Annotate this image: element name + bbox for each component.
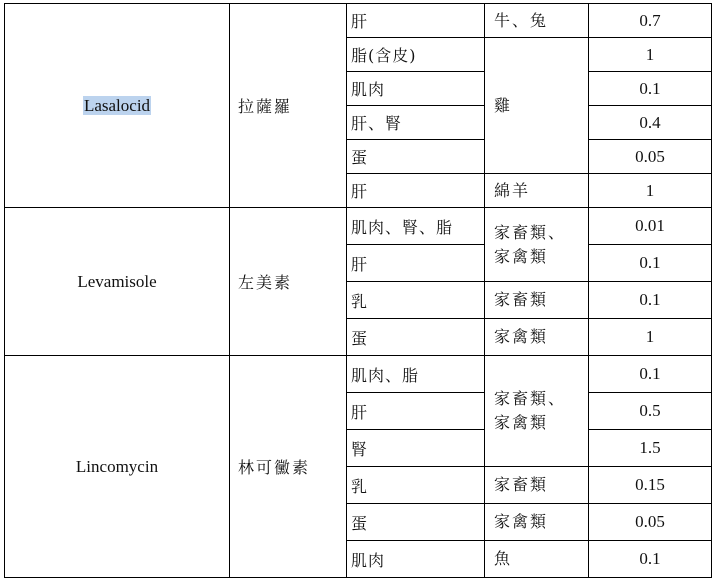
species-line: 家畜類、 (494, 222, 567, 242)
tissue-cell: 肌肉、脂 (347, 356, 485, 393)
mrl-cell: 0.7 (589, 4, 712, 38)
tissue-cell: 肝 (347, 393, 485, 430)
species-cell: 家畜類 (485, 467, 589, 504)
mrl-cell: 0.15 (589, 467, 712, 504)
species-cell: 家畜類 (485, 282, 589, 319)
species-cell: 魚 (485, 541, 589, 578)
drug-name-en: Lincomycin (5, 356, 230, 578)
highlighted-text: Lasalocid (83, 95, 151, 115)
species-line: 家畜類、 (494, 389, 567, 408)
table-row (5, 208, 712, 245)
mrl-cell: 0.4 (589, 106, 712, 140)
tissue-cell: 肝 (347, 245, 485, 282)
mrl-cell: 0.1 (589, 282, 712, 319)
drug-name-zh: 林可黴素 (230, 356, 347, 578)
species-cell: 家禽類 (485, 504, 589, 541)
mrl-cell: 0.5 (589, 393, 712, 430)
tissue-cell: 脂(含皮) (347, 38, 485, 72)
mrl-cell: 0.1 (589, 356, 712, 393)
tissue-cell: 蛋 (347, 140, 485, 174)
drug-name-zh: 拉薩羅 (230, 4, 347, 208)
tissue-cell: 蛋 (347, 504, 485, 541)
mrl-cell: 1 (589, 174, 712, 208)
mrl-cell: 1.5 (589, 430, 712, 467)
drug-name-en: Levamisole (5, 208, 230, 356)
species-cell (485, 208, 589, 282)
drug-name-en (5, 4, 230, 208)
mrl-cell: 0.05 (589, 140, 712, 174)
mrl-cell: 1 (589, 38, 712, 72)
residue-limit-table (4, 3, 712, 578)
tissue-cell: 肝 (347, 4, 485, 38)
tissue-cell: 肝、腎 (347, 106, 485, 140)
tissue-cell: 乳 (347, 282, 485, 319)
species-line: 家禽類 (494, 246, 549, 266)
species-cell: 雞 (485, 38, 589, 174)
table-row (5, 356, 712, 393)
mrl-cell: 0.01 (589, 208, 712, 245)
drug-name-zh: 左美素 (230, 208, 347, 356)
species-cell: 牛、兔 (485, 4, 589, 38)
species-line: 家禽類 (494, 413, 549, 432)
mrl-cell: 1 (589, 319, 712, 356)
tissue-cell: 肌肉、腎、脂 (347, 208, 485, 245)
tissue-cell: 肌肉 (347, 541, 485, 578)
species-cell: 綿羊 (485, 174, 589, 208)
mrl-cell: 0.1 (589, 541, 712, 578)
species-cell (485, 356, 589, 467)
tissue-cell: 肌肉 (347, 72, 485, 106)
tissue-cell: 乳 (347, 467, 485, 504)
table-row (5, 4, 712, 38)
tissue-cell: 腎 (347, 430, 485, 467)
mrl-cell: 0.1 (589, 72, 712, 106)
tissue-cell: 蛋 (347, 319, 485, 356)
mrl-cell: 0.05 (589, 504, 712, 541)
tissue-cell: 肝 (347, 174, 485, 208)
mrl-cell: 0.1 (589, 245, 712, 282)
species-cell: 家禽類 (485, 319, 589, 356)
